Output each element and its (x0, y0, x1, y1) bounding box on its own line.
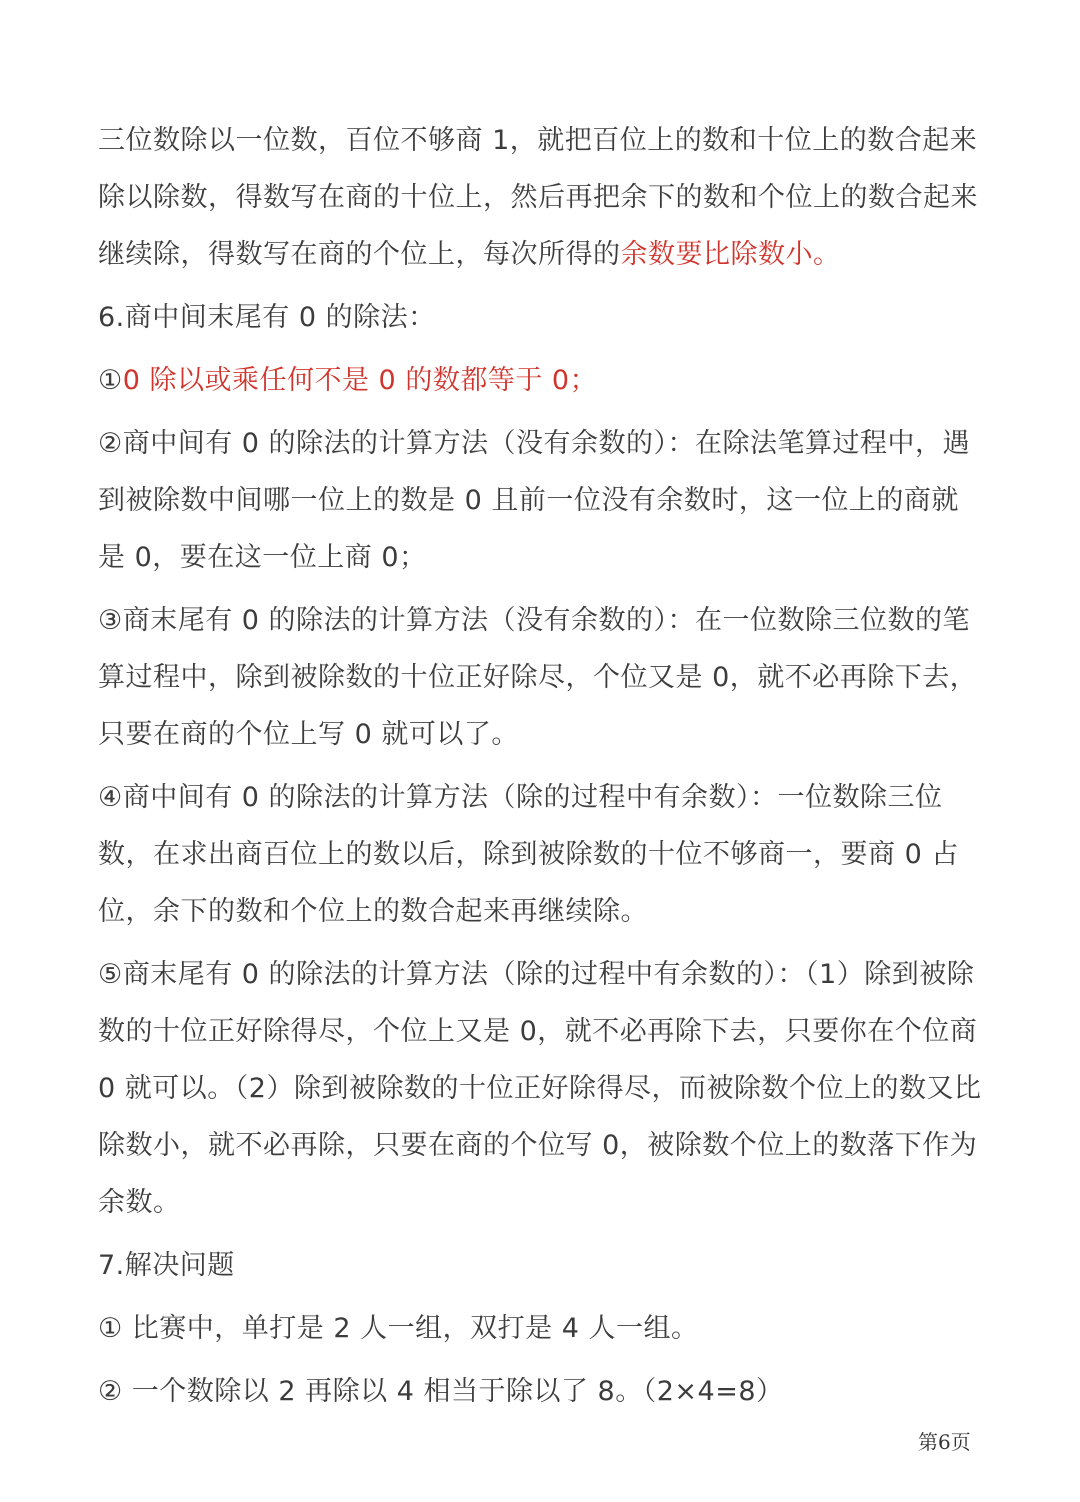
document-body (98, 112, 982, 1426)
list-item-2: ②商中间有 0 的除法的计算方法（没有余数的）：在除法笔算过程中，遇到被除数中间哪一位上的数是 0 且前一位没有余数时，这一位上的商就是 0，要在这一位上商 0； (98, 428, 971, 573)
problem-item-1: ① 比赛中，单打是 2 人一组，双打是 4 人一组。 (98, 1313, 699, 1344)
page-number: 第6页 (918, 1430, 971, 1454)
list-item-1 (98, 352, 982, 409)
paragraph-text: 三位数除以一位数，百位不够商 1，就把百位上的数和十位上的数合起来除以除数，得数写在商的十位上，然后再把余下的数和个位上的数合起来继续除，得数写在商的个位上，每次所得的 (98, 125, 978, 270)
list-item-3: ③商末尾有 0 的除法的计算方法（没有余数的）：在一位数除三位数的笔算过程中，除到被除数的十位正好除尽，个位又是 0，就不必再除下去，只要在商的个位上写 0 就可以了。 (98, 605, 978, 750)
list-item-5: ⑤商末尾有 0 的除法的计算方法（除的过程中有余数的）：（1）除到被除数的十位正好除得尽，个位上又是 0，就不必再除下去，只要你在个位商 0 就可以。（2）除到被除数的十位正好除得尽，而被除数个位上的数又比除数小，就不必再除，只要在商的个位写 0，被除数个位上的数落下作为余数。 (98, 959, 982, 1218)
highlight-remainder-rule: 余数要比除数小。 (620, 239, 841, 270)
section-heading-6: 6.商中间末尾有 0 的除法： (98, 302, 436, 333)
list-marker: ① (98, 365, 123, 396)
section-heading-7: 7.解决问题 (98, 1250, 235, 1281)
paragraph-three-digit-division (98, 112, 982, 283)
problem-item-2: ② 一个数除以 2 再除以 4 相当于除以了 8。（2×4=8） (98, 1376, 784, 1407)
list-item-4: ④商中间有 0 的除法的计算方法（除的过程中有余数）：一位数除三位数，在求出商百位上的数以后，除到被除数的十位不够商一，要商 0 占位，余下的数和个位上的数合起来再继续除。 (98, 782, 959, 927)
highlight-zero-rule: 0 除以或乘任何不是 0 的数都等于 0； (122, 365, 598, 396)
